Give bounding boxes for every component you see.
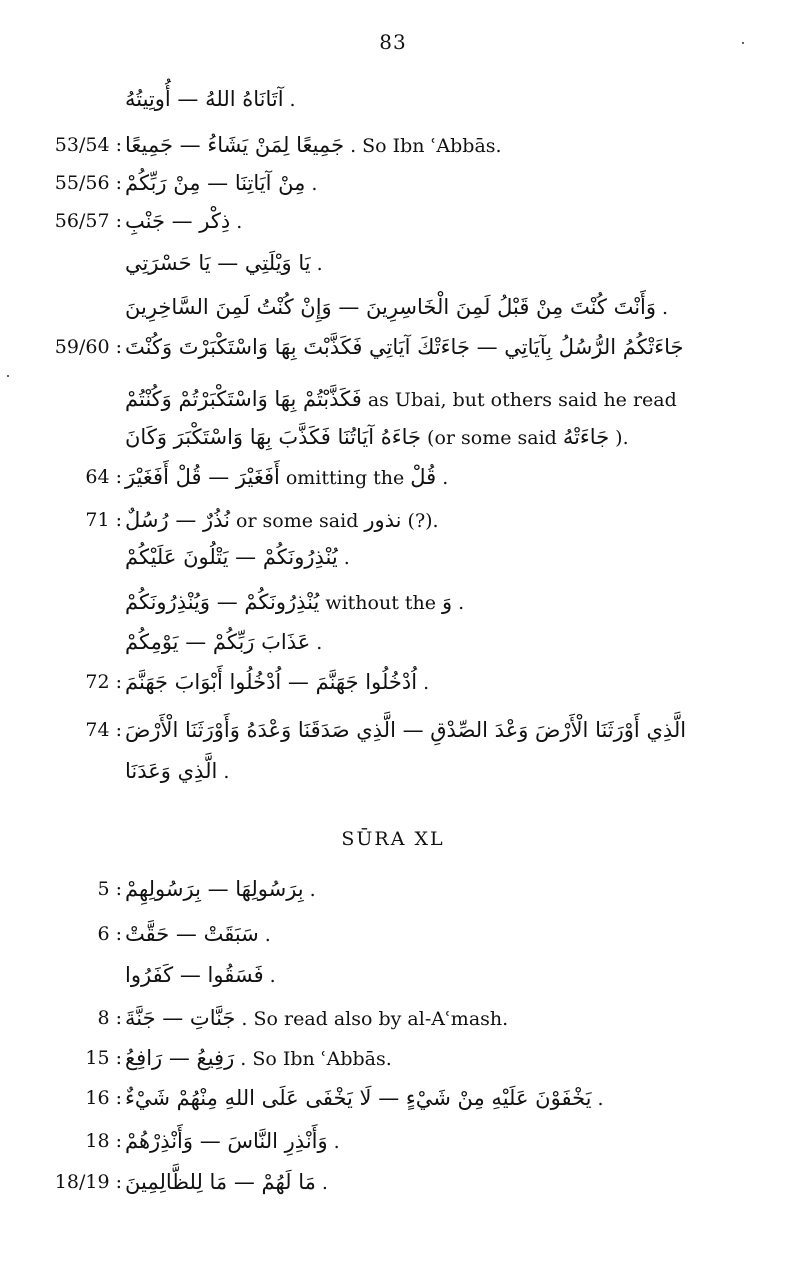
apparatus-line: [0, 585, 786, 619]
apparatus-line: [0, 503, 786, 537]
variant-text: [125, 1081, 616, 1116]
arabic-variant: وَ: [442, 590, 453, 614]
variant-text: [125, 713, 704, 747]
verse-reference: 64 :: [85, 466, 122, 488]
commentary-text: (or some said: [427, 427, 557, 449]
verse-reference: 56/57 :: [54, 210, 122, 232]
arabic-variant: جَاءَتْهُ: [562, 425, 610, 449]
commentary-text: .: [269, 965, 276, 987]
commentary-text: .: [442, 467, 449, 489]
variant-text: [125, 1124, 352, 1159]
arabic-variant: نذور: [364, 508, 402, 532]
commentary-text: .: [236, 211, 243, 233]
arabic-variant: مِنْ آيَاتِنَا — مِنْ رَبِّكُمْ: [125, 171, 306, 195]
arabic-variant: يُنْذِرُونَكُمْ — وَيُنْذِرُونَكُمْ: [125, 590, 320, 614]
arabic-variant: يَخْفَوْنَ عَلَيْهِ مِنْ شَيْءٍ — لَا يَخْفَى عَلَى اللهِ مِنْهُمْ شَيْءٌ: [125, 1086, 592, 1110]
verse-reference: 53/54 :: [54, 134, 122, 156]
verse-reference: 15 :: [85, 1047, 122, 1069]
apparatus-line: [0, 958, 786, 992]
verse-reference: 5 :: [97, 878, 122, 900]
apparatus-line: [0, 246, 786, 280]
verse-reference: 6 :: [97, 923, 122, 945]
commentary-text: without the: [325, 592, 436, 614]
apparatus-line: [0, 625, 786, 659]
sura-heading: SŪRA XL: [341, 828, 445, 850]
commentary-text: .: [309, 879, 316, 901]
variant-text: [125, 460, 448, 495]
arabic-variant: ذِكْر — جَنْبِ: [125, 209, 231, 233]
verse-reference: 16 :: [85, 1087, 122, 1109]
arabic-variant: رَفِيعُ — رَافِعُ: [125, 1046, 235, 1070]
apparatus-line: [0, 330, 786, 364]
commentary-text: .: [423, 672, 430, 694]
variant-text: [125, 204, 254, 239]
variant-text: [125, 754, 241, 789]
variant-text: [125, 503, 439, 538]
arabic-variant: الَّذِي أَوْرَثَنَا الْأَرْضَ وَعْدَ الصِّدْقِ — الَّذِي صَدَقَنَا وَعْدَهُ وَأَوْرَثَنَا الْأَرْضَ: [125, 718, 687, 742]
verse-reference: 74 :: [85, 719, 122, 741]
page-number: 83: [379, 30, 407, 54]
verse-reference: 8 :: [97, 1007, 122, 1029]
commentary-text: as Ubai, but others said he read: [367, 389, 677, 411]
arabic-variant: آتَانَاهُ اللهُ — أُوتِيتُهُ: [125, 87, 284, 111]
variant-text: [125, 420, 629, 455]
variant-text: [125, 1165, 340, 1200]
apparatus-line: [0, 82, 786, 116]
commentary-text: .: [458, 592, 465, 614]
apparatus-line: [0, 128, 786, 162]
commentary-text: ).: [615, 427, 629, 449]
variant-text: [125, 330, 701, 364]
apparatus-line: [0, 460, 786, 494]
apparatus-line: [0, 1001, 786, 1035]
verse-reference: 18/19 :: [54, 1171, 122, 1193]
variant-text: [125, 1001, 520, 1036]
commentary-text: .: [289, 89, 296, 111]
apparatus-line: [0, 290, 786, 324]
verse-reference: 71 :: [85, 509, 122, 531]
apparatus-line: [0, 382, 786, 416]
scan-speck: [7, 375, 9, 377]
arabic-variant: اُدْخُلُوا جَهَنَّمَ — اُدْخُلُوا أَبْوَابَ جَهَنَّمَ: [125, 670, 418, 694]
variant-text: [125, 246, 335, 281]
apparatus-line: [0, 1041, 786, 1075]
variant-text: [125, 958, 288, 993]
commentary-text: . So Ibn ʿAbbās.: [350, 135, 502, 157]
apparatus-line: [0, 1124, 786, 1158]
commentary-text: (?).: [407, 510, 439, 532]
variant-text: [125, 128, 514, 163]
variant-text: [125, 585, 464, 620]
arabic-variant: أَفَغَيْرَ — قُلْ أَفَغَيْرَ: [125, 465, 280, 489]
apparatus-line: [0, 420, 786, 454]
verse-reference: 59/60 :: [54, 336, 122, 358]
arabic-variant: فَسَقُوا — كَفَرُوا: [125, 963, 264, 987]
variant-text: [125, 917, 283, 952]
arabic-variant: جَمِيعًا لِمَنْ يَشَاءُ — جَمِيعًا: [125, 133, 345, 157]
variant-text: [125, 166, 329, 201]
arabic-variant: وَأَنْذِرِ النَّاسَ — وَأَنْذِرْهُمْ: [125, 1129, 328, 1153]
apparatus-line: [0, 540, 786, 574]
arabic-variant: يَا وَيْلَتِي — يَا حَسْرَتِي: [125, 251, 311, 275]
verse-reference: 18 :: [85, 1130, 122, 1152]
arabic-variant: الَّذِي وَعَدَنَا: [125, 759, 218, 783]
variant-text: [125, 382, 689, 417]
scan-speck: [742, 42, 744, 44]
commentary-text: .: [662, 297, 669, 319]
arabic-variant: سَبَقَتْ — حَقَّتْ: [125, 922, 259, 946]
apparatus-line: [0, 754, 786, 788]
apparatus-line: [0, 872, 786, 906]
verse-reference: 55/56 :: [54, 172, 122, 194]
variant-text: [125, 625, 334, 660]
arabic-variant: عَذَابَ رَبِّكُمْ — يَوْمِكُمْ: [125, 630, 311, 654]
arabic-variant: يُنْذِرُونَكُمْ — يَتْلُونَ عَلَيْكُمْ: [125, 545, 338, 569]
commentary-text: .: [311, 173, 318, 195]
apparatus-line: [0, 917, 786, 951]
arabic-variant: مَا لَهُمْ — مَا لِلظَّالِمِينَ: [125, 1170, 316, 1194]
commentary-text: .: [316, 253, 323, 275]
variant-text: [125, 82, 308, 117]
commentary-text: .: [264, 924, 271, 946]
commentary-text: .: [597, 1088, 604, 1110]
commentary-text: .: [343, 547, 350, 569]
apparatus-line: [0, 665, 786, 699]
arabic-variant: قُلْ: [410, 465, 437, 489]
verse-reference: 72 :: [85, 671, 122, 693]
arabic-variant: جَاءَتْكُمُ الرُّسُلُ بِآيَاتِي — جَاءَتْكَ آيَاتِي فَكَذَّبْتَ بِهَا وَاسْتَكْبَرْتَ وَكُنْتَ: [125, 335, 684, 359]
arabic-variant: نُذُرٌ — رُسُلٌ: [125, 508, 230, 532]
commentary-text: .: [223, 761, 230, 783]
variant-text: [125, 540, 362, 575]
arabic-variant: وَأَنْتَ كُنْتَ مِنْ قَبْلُ لَمِنَ الْخَاسِرِينَ — وَإِنْ كُنْتُ لَمِنَ السَّاخِرِينَ: [125, 295, 657, 319]
arabic-variant: جَنَّاتِ — جَنَّةَ: [125, 1006, 236, 1030]
commentary-text: .: [316, 632, 323, 654]
apparatus-line: [0, 1081, 786, 1115]
arabic-variant: جَاءَهُ آيَاتُنَا فَكَذَّبَ بِهَا وَاسْتَكْبَرَ وَكَانَ: [125, 425, 422, 449]
apparatus-line: [0, 1165, 786, 1199]
variant-text: [125, 665, 441, 700]
commentary-text: .: [333, 1131, 340, 1153]
apparatus-line: [0, 713, 786, 747]
apparatus-line: [0, 166, 786, 200]
arabic-variant: بِرَسُولِهَا — بِرَسُولِهِمْ: [125, 877, 304, 901]
variant-text: [125, 1041, 404, 1076]
variant-text: [125, 290, 680, 325]
commentary-text: or some said: [236, 510, 359, 532]
commentary-text: .: [321, 1172, 328, 1194]
arabic-variant: فَكَذَّبْتُمْ بِهَا وَاسْتَكْبَرْتُمْ وَكُنْتُمْ: [125, 387, 362, 411]
commentary-text: . So Ibn ʿAbbās.: [240, 1048, 392, 1070]
apparatus-line: [0, 204, 786, 238]
commentary-text: . So read also by al-Aʿmash.: [241, 1008, 509, 1030]
variant-text: [125, 872, 328, 907]
commentary-text: omitting the: [285, 467, 405, 489]
